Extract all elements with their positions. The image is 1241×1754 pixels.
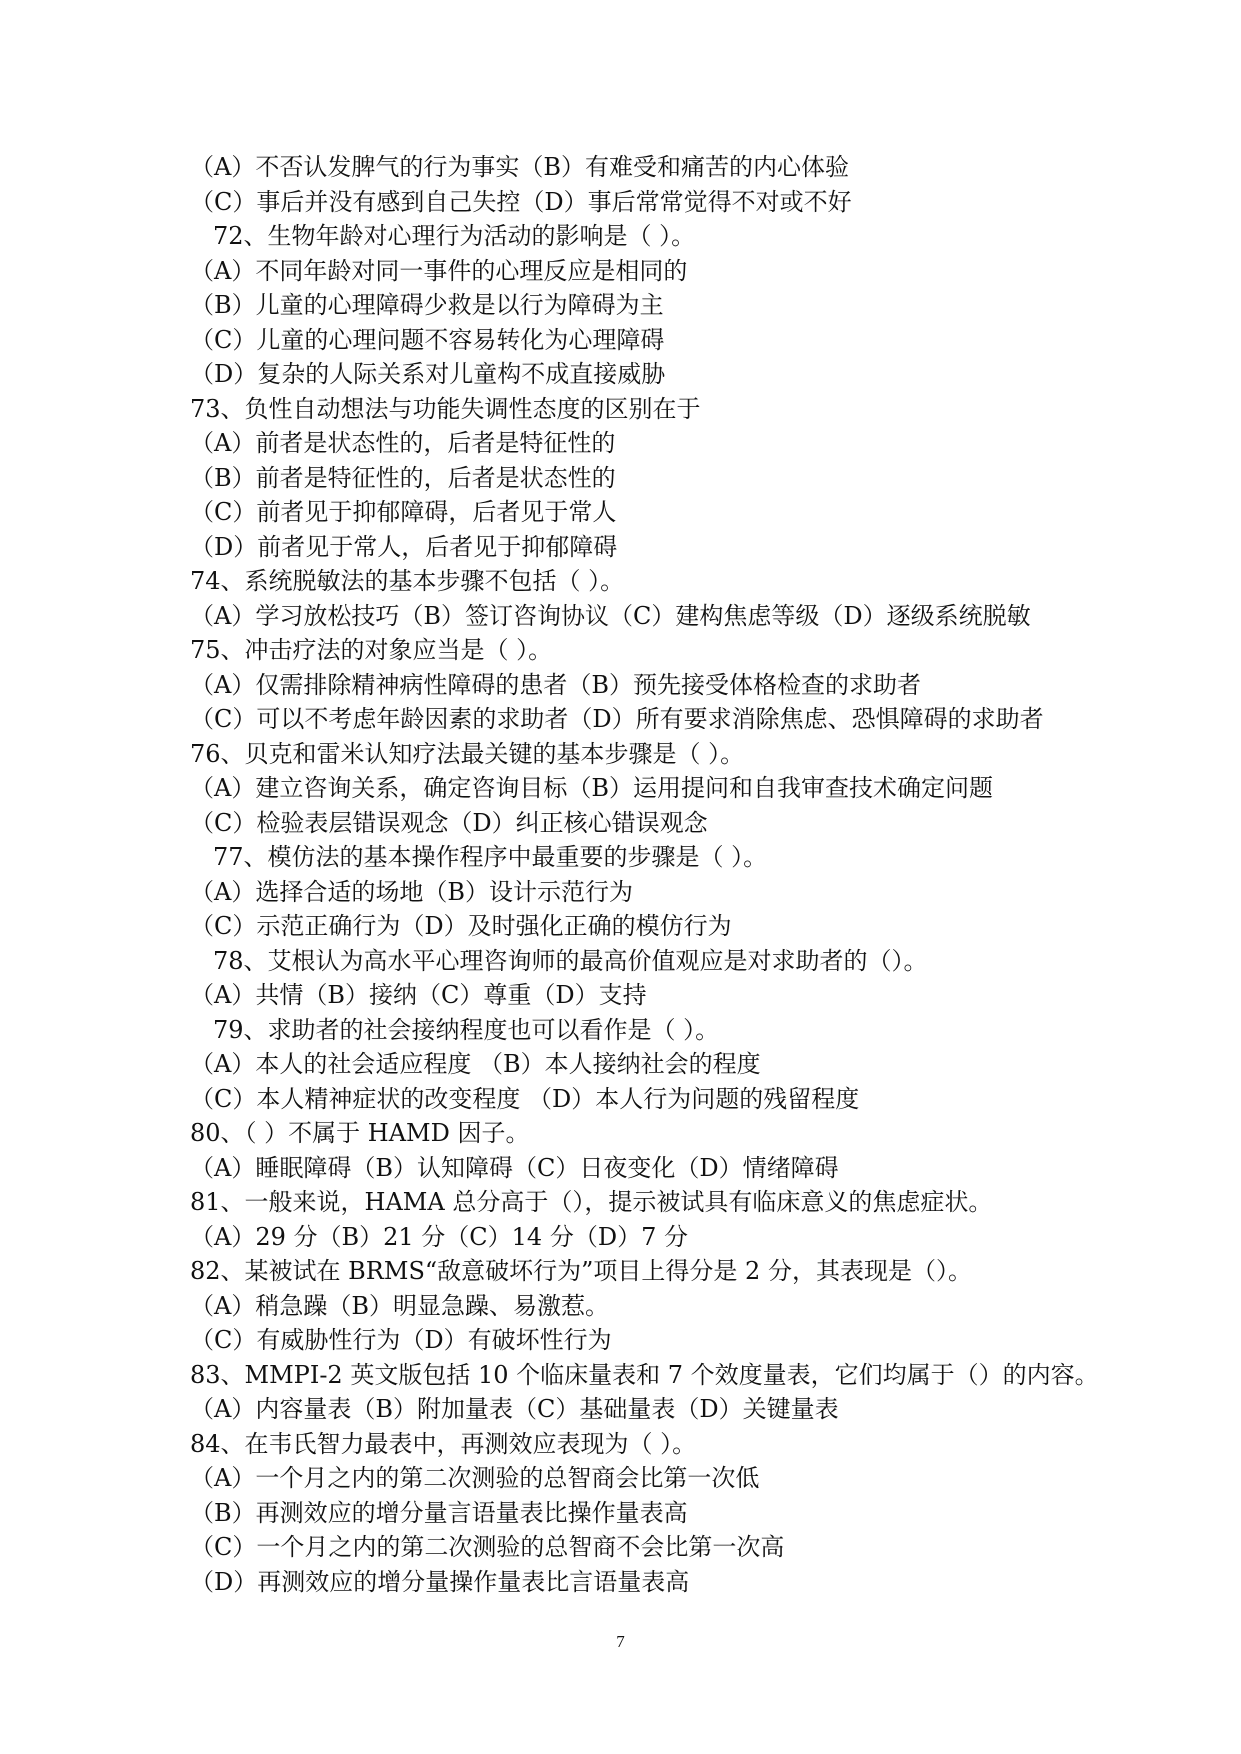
text-line: （C）检验表层错误观念（D）纠正核心错误观念: [190, 808, 708, 837]
text-line: （A）本人的社会适应程度 （B）本人接纳社会的程度: [190, 1050, 761, 1078]
text-line: （D）再测效应的增分量操作量表比言语量表高: [190, 1567, 690, 1596]
text-line: （C）儿童的心理问题不容易转化为心理障碍: [190, 325, 665, 354]
text-line: 81、一般来说，HAMA 总分高于（），提示被试具有临床意义的焦虑症状。: [190, 1188, 993, 1216]
text-line: （B）再测效应的增分量言语量表比操作量表高: [190, 1498, 688, 1527]
text-line: （C）示范正确行为（D）及时强化正确的模仿行为: [190, 912, 732, 940]
page-number: 7: [616, 1632, 625, 1651]
text-line: （A）内容量表（B）附加量表（C）基础量表（D）关键量表: [190, 1395, 839, 1423]
text-line: （A）仅需排除精神病性障碍的患者（B）预先接受体格检查的求助者: [190, 670, 921, 699]
text-line: （D）复杂的人际关系对儿童构不成直接威胁: [190, 360, 666, 388]
text-line: （A）学习放松技巧（B）签订咨询协议（C）建构焦虑等级（D）逐级系统脱敏: [190, 601, 1031, 630]
text-line: （C）有威胁性行为（D）有破坏性行为: [190, 1326, 612, 1354]
text-line: （A）建立咨询关系，确定咨询目标（B）运用提问和自我审查技术确定问题: [190, 774, 993, 802]
text-line: （C）一个月之内的第二次测验的总智商不会比第一次高: [190, 1533, 785, 1561]
text-line: （D）前者见于常人，后者见于抑郁障碍: [190, 532, 618, 561]
text-line: （B）儿童的心理障碍少救是以行为障碍为主: [190, 291, 664, 319]
text-line: 73、负性自动想法与功能失调性态度的区别在于: [190, 394, 701, 423]
text-line: 82、某被试在 BRMS“敌意破坏行为”项目上得分是 2 分，其表现是（）。: [190, 1257, 972, 1285]
text-line: 72、生物年龄对心理行为活动的影响是（ ）。: [213, 222, 696, 250]
text-line: 74、系统脱敏法的基本步骤不包括（ ）。: [190, 567, 625, 595]
text-line: 84、在韦氏智力最表中，再测效应表现为（ ）。: [190, 1429, 697, 1458]
text-line: （A）不否认发脾气的行为事实（B）有难受和痛苦的内心体验: [190, 153, 849, 181]
text-line: （C）前者见于抑郁障碍，后者见于常人: [190, 498, 617, 526]
text-line: （A）睡眠障碍（B）认知障碍（C）日夜变化（D）情绪障碍: [190, 1153, 839, 1182]
text-line: （A）共情（B）接纳（C）尊重（D）支持: [190, 981, 647, 1009]
text-line: 75、冲击疗法的对象应当是（ ）。: [190, 636, 553, 664]
text-line: （C）本人精神症状的改变程度 （D）本人行为问题的残留程度: [190, 1084, 860, 1113]
text-line: （A）稍急躁（B）明显急躁、易激惹。: [190, 1291, 609, 1320]
text-line: （C）可以不考虑年龄因素的求助者（D）所有要求消除焦虑、恐惧障碍的求助者: [190, 705, 1044, 733]
text-line: 77、模仿法的基本操作程序中最重要的步骤是（ ）。: [213, 843, 768, 871]
text-line: （A）29 分（B）21 分（C）14 分（D）7 分: [190, 1222, 688, 1251]
document-body: [190, 150, 1190, 1599]
text-line: （A）一个月之内的第二次测验的总智商会比第一次低: [190, 1464, 760, 1492]
text-line: （A）不同年龄对同一事件的心理反应是相同的: [190, 256, 688, 285]
text-line: （A）前者是状态性的，后者是特征性的: [190, 429, 616, 457]
text-line: 83、MMPI-2 英文版包括 10 个临床量表和 7 个效度量表，它们均属于（）的内容。: [190, 1360, 1099, 1389]
text-line: 79、求助者的社会接纳程度也可以看作是（ ）。: [213, 1015, 720, 1044]
text-line: 80、（ ）不属于 HAMD 因子。: [190, 1119, 530, 1147]
text-line: （B）前者是特征性的，后者是状态性的: [190, 463, 616, 492]
text-line: 76、贝克和雷米认知疗法最关键的基本步骤是（ ）。: [190, 739, 745, 768]
text-line: （A）选择合适的场地（B）设计示范行为: [190, 877, 633, 906]
text-line: 78、艾根认为高水平心理咨询师的最高价值观应是对求助者的（）。: [213, 946, 928, 975]
text-line: （C）事后并没有感到自己失控（D）事后常常觉得不对或不好: [190, 187, 852, 216]
